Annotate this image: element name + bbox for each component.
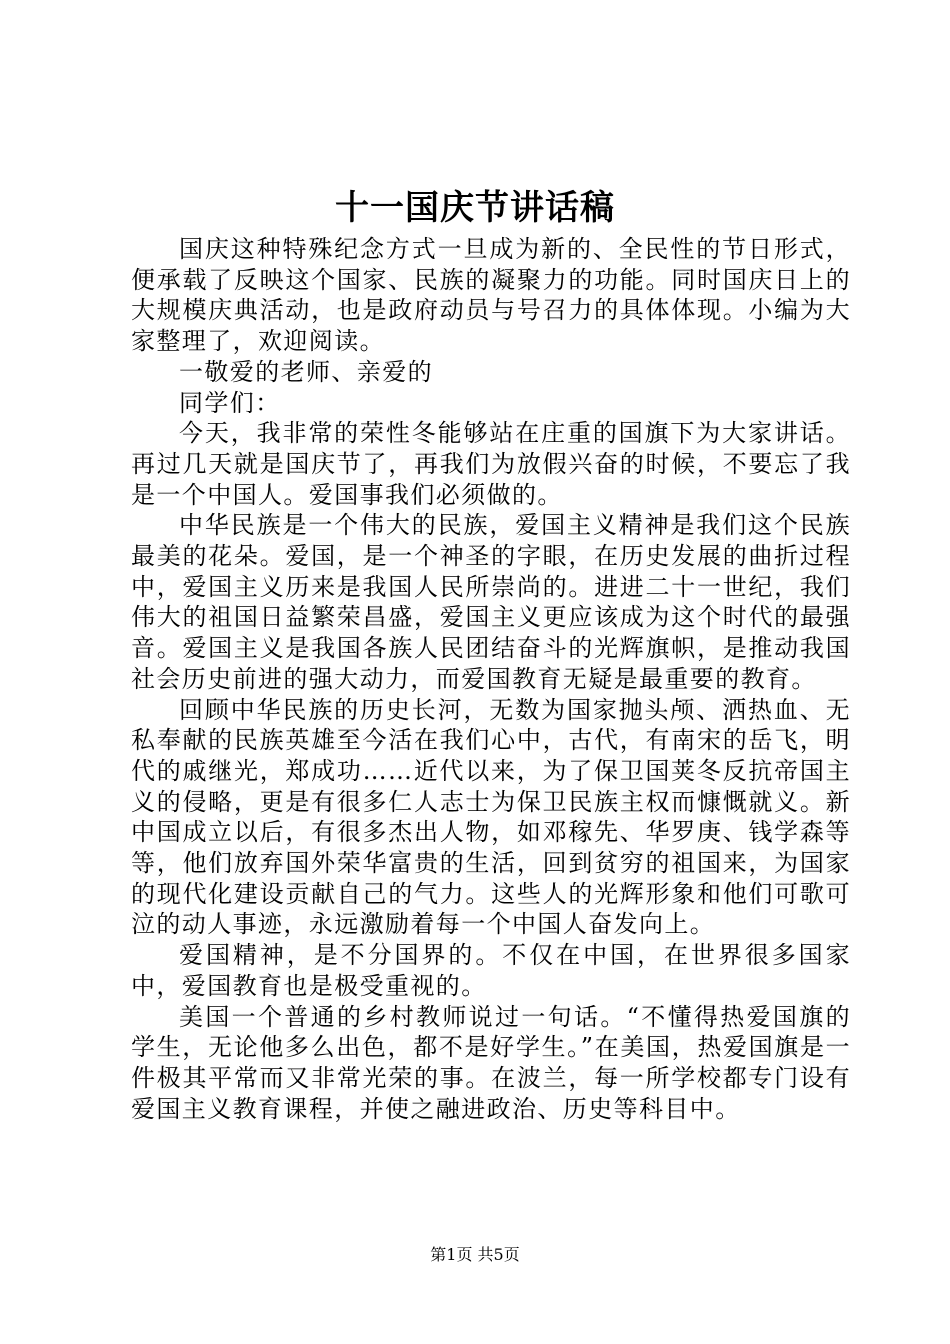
document-body [131,234,851,1124]
paragraph-salutation-cont: 同学们： [179,388,281,417]
paragraph-intro: 国庆这种特殊纪念方式一旦成为新的、全民性的节日形式，便承载了反映这个国家、民族的凝聚力的功能。同时国庆日上的大规模庆典活动，也是政府动员与号召力的具体体现。小编为大家整理了，欢迎阅读。 [131,235,851,356]
paragraph: 美国一个普通的乡村教师说过一句话。“不懂得热爱国旗的学生，无论他多么出色，都不是好学生。”在美国，热爱国旗是一件极其平常而又非常光荣的事。在波兰，每一所学校都专门设有爱国主义教育课程，并使之融进政治、历史等科目中。 [131,1002,851,1123]
paragraph: 中华民族是一个伟大的民族，爱国主义精神是我们这个民族最美的花朵。爱国，是一个神圣的字眼，在历史发展的曲折过程中，爱国主义历来是我国人民所崇尚的。进进二十一世纪，我们伟大的祖国日益繁荣昌盛，爱国主义更应该成为这个时代的最强音。爱国主义是我国各族人民团结奋斗的光辉旗帜，是推动我国社会历史前进的强大动力，而爱国教育无疑是最重要的教育。 [131,511,851,693]
paragraph: 回顾中华民族的历史长河，无数为国家抛头颅、洒热血、无私奉献的民族英雄至今活在我们心中，古代，有南宋的岳飞，明代的戚继光，郑成功……近代以来，为了保卫国荚冬反抗帝国主义的侵略，更是有很多仁人志士为保卫民族主权而慷慨就义。新中国成立以后，有很多杰出人物，如邓稼先、华罗庚、钱学森等等，他们放弃国外荣华富贵的生活，回到贫穷的祖国来，为国家的现代化建设贡献自己的气力。这些人的光辉形象和他们可歌可泣的动人事迹，永远激励着每一个中国人奋发向上。 [131,695,851,939]
paragraph: 爱国精神，是不分国界的。不仅在中国，在世界很多国家中，爱国教育也是极受重视的。 [131,941,851,1000]
document-title: 十一国庆节讲话稿 [335,188,615,228]
paragraph: 今天，我非常的荣性冬能够站在庄重的国旗下为大家讲话。再过几天就是国庆节了，再我们为放假兴奋的时候，不要忘了我是一个中国人。爱国事我们必须做的。 [131,419,851,509]
page-footer: 第1页 共5页 [430,1245,520,1264]
paragraph-salutation: 一敬爱的老师、亲爱的 [179,357,433,386]
